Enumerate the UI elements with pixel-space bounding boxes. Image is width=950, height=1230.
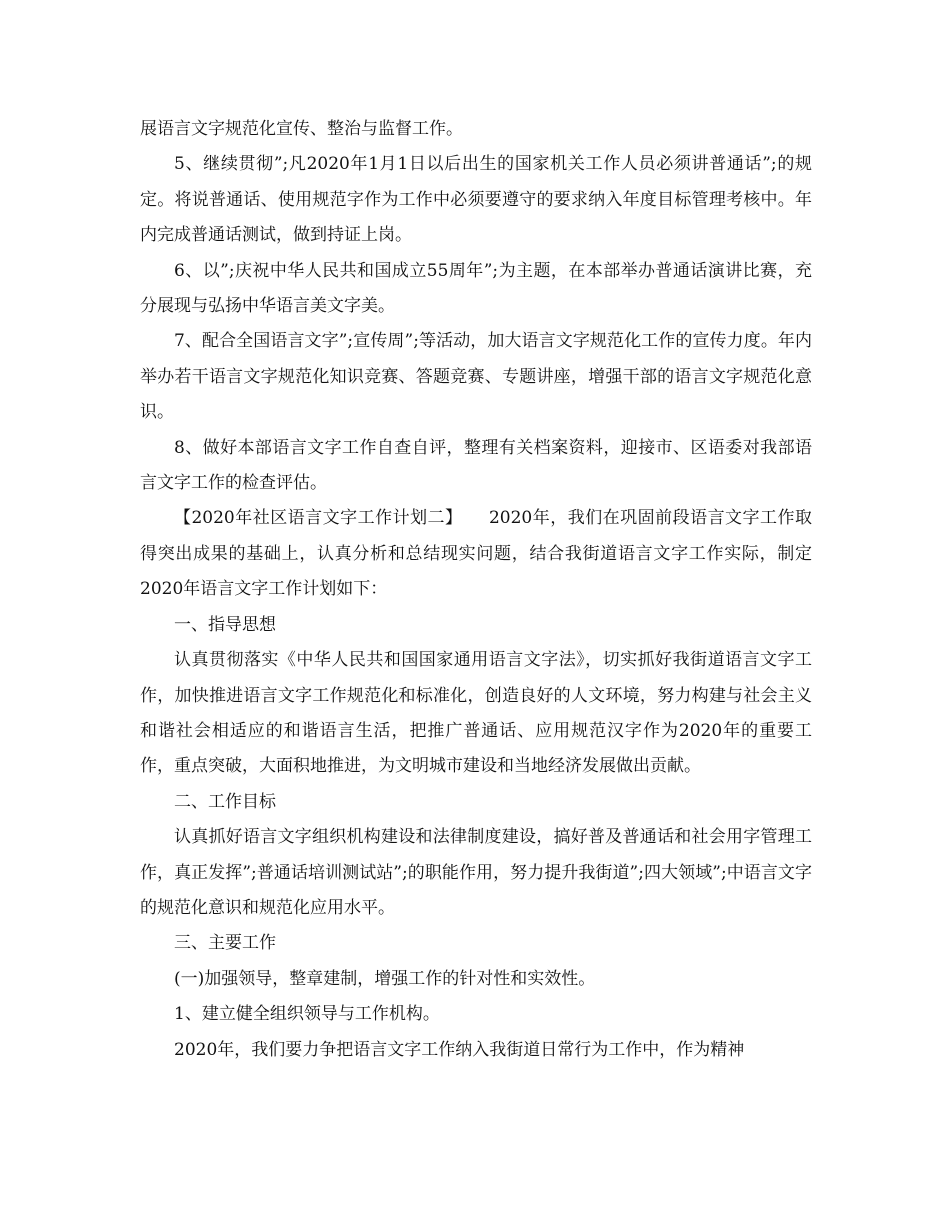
heading-main-work: 三、主要工作	[174, 933, 276, 954]
document-body	[140, 112, 812, 1068]
list-item-establish-organization: 1、建立健全组织领导与工作机构。	[174, 1004, 440, 1025]
paragraph-guiding-ideology: 认真贯彻落实《中华人民共和国国家通用语言文字法》，切实抓好我街道语言文字工作，加快推进语言文字工作规范化和标准化，创造良好的人文环境，努力构建与社会主义和谐社会相适应的和谐语言生活，把推广普通话、应用规范汉字作为2020年的重要工作，重点突破，大面积地推进，为文明城市建设和当地经济发展做出贡献。	[140, 650, 812, 777]
paragraph-2020-plan: 2020年，我们要力争把语言文字工作纳入我街道日常行为工作中，作为精神	[174, 1039, 745, 1060]
subheading-strengthen-leadership: (一)加强领导，整章建制，增强工作的针对性和实效性。	[174, 968, 596, 989]
heading-work-goals: 二、工作目标	[174, 791, 276, 812]
paragraph-item-6: 6、以”;庆祝中华人民共和国成立55周年”;为主题，在本部举办普通话演讲比赛，充分展现与弘扬中华语言美文字美。	[140, 260, 812, 317]
paragraph-item-8: 8、做好本部语言文字工作自查自评，整理有关档案资料，迎接市、区语委对我部语言文字工作的检查评估。	[140, 437, 812, 494]
paragraph-work-goals: 认真抓好语言文字组织机构建设和法律制度建设，搞好普及普通话和社会用字管理工作，真正发挥”;普通话培训测试站”;的职能作用，努力提升我街道”;四大领域”;中语言文字的规范化意识和规范化应用水平。	[140, 827, 812, 918]
paragraph-plan-two-intro: 【2020年社区语言文字工作计划二】 2020年，我们在巩固前段语言文字工作取得突出成果的基础上，认真分析和总结现实问题，结合我街道语言文字工作实际，制定2020年语言文字工作计划如下：	[140, 508, 812, 600]
paragraph-item-7: 7、配合全国语言文字”;宣传周”;等活动，加大语言文字规范化工作的宣传力度。年内举办若干语言文字规范化知识竞赛、答题竞赛、专题讲座，增强干部的语言文字规范化意识。	[140, 331, 812, 423]
paragraph-item-5: 5、继续贯彻”;凡2020年1月1日以后出生的国家机关工作人员必须讲普通话”;的规定。将说普通话、使用规范字作为工作中必须要遵守的要求纳入年度目标管理考核中。年内完成普通话测试，做到持证上岗。	[140, 154, 812, 246]
paragraph-continuation: 展语言文字规范化宣传、整治与监督工作。	[140, 119, 463, 139]
heading-guiding-ideology: 一、指导思想	[174, 614, 276, 635]
